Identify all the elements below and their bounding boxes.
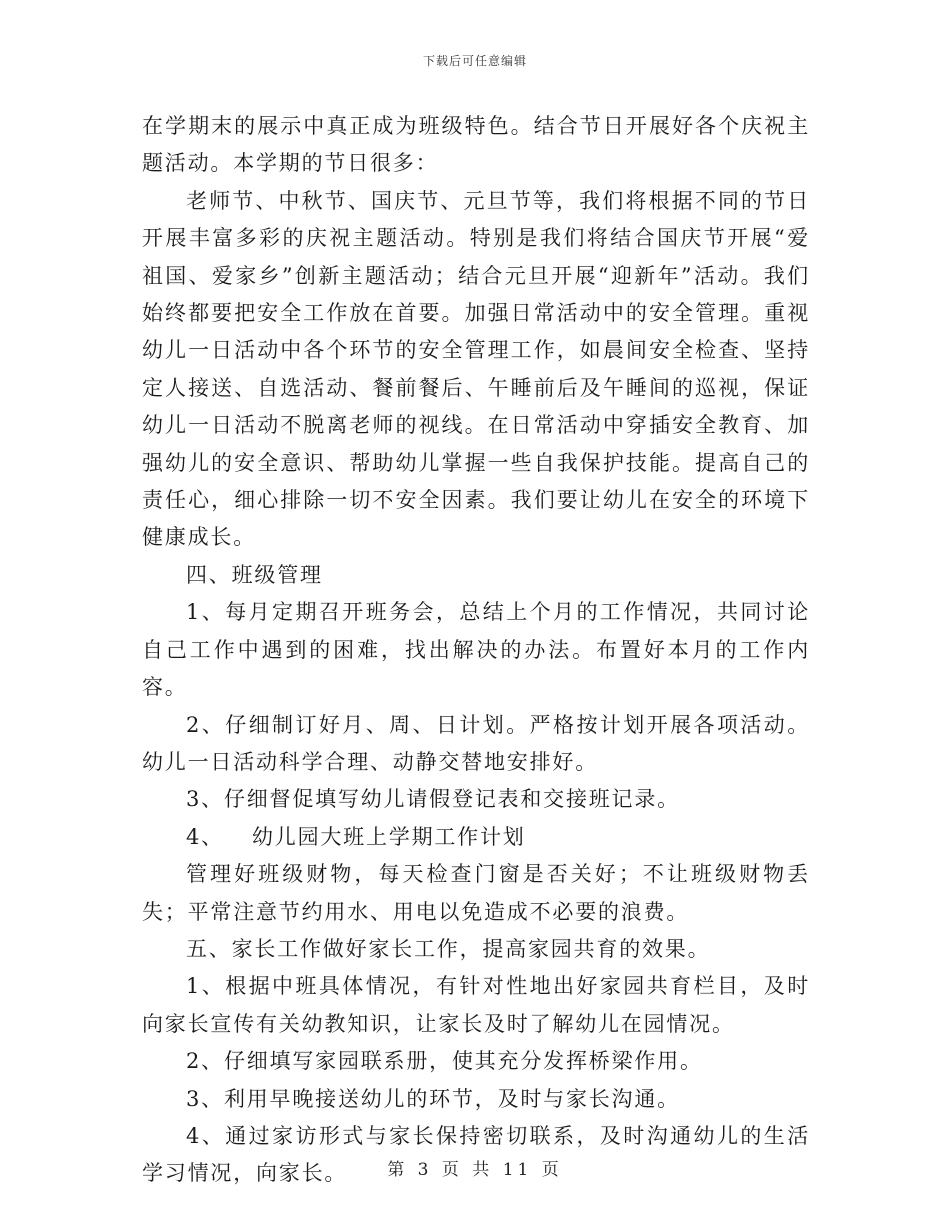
paragraph-festivals-safety: 老师节、中秋节、国庆节、元旦节等，我们将根据不同的节日开展丰富多彩的庆祝主题活动。特别是我们将结合国庆节开展“爱祖国、爱家乡”创新主题活动；结合元旦开展“迎新年”活动。我们始终都要把安全工作放在首要。加强日常活动中的安全管理。重视幼儿一日活动中各个环节的安全管理工作，如晨间安全检查、坚持定人接送、自选活动、餐前餐后、午睡前后及午睡间的巡视，保证幼儿一日活动不脱离老师的视线。在日常活动中穿插安全教育、加强幼儿的安全意识、帮助幼儿掌握一些自我保护技能。提高自己的责任心，细心排除一切不安全因素。我们要让幼儿在安全的环境下健康成长。 <box>142 188 810 550</box>
list-item-parent-column: 1、根据中班具体情况，有针对性地出好家园共育栏目，及时向家长宣传有关幼教知识，让家长及时了解幼儿在园情况。 <box>142 974 810 1036</box>
list-item-home-visits: 4、通过家访形式与家长保持密切联系，及时沟通幼儿的生活学习情况，向家长。 <box>142 1123 810 1186</box>
paragraph-festivals-intro: 在学期末的展示中真正成为班级特色。结合节日开展好各个庆祝主题活动。本学期的节日很多： <box>142 114 810 176</box>
section-heading-parent-work: 五、家长工作做好家长工作，提高家园共育的效果。 <box>186 936 711 961</box>
page-header: 下载后可任意编辑 <box>422 54 527 68</box>
document-body <box>142 108 810 1193</box>
list-item-pickup-communication: 3、利用早晚接送幼儿的环节，及时与家长沟通。 <box>186 1086 680 1111</box>
list-item-contact-book: 2、仔细填写家园联系册，使其充分发挥桥梁作用。 <box>186 1049 703 1074</box>
list-item-leave-records: 3、仔细督促填写幼儿请假登记表和交接班记录。 <box>186 787 680 812</box>
list-item-number: 4、 <box>186 824 224 849</box>
list-item-title: 幼儿园大班上学期工作计划 <box>251 824 526 849</box>
section-heading-class-management: 四、班级管理 <box>186 562 323 587</box>
list-item-plan-title <box>142 819 810 856</box>
list-item-plans: 2、仔细制订好月、周、日计划。严格按计划开展各项活动。幼儿一日活动科学合理、动静交替地安排好。 <box>142 712 810 774</box>
paragraph-property-management: 管理好班级财物，每天检查门窗是否关好；不让班级财物丢失；平常注意节约用水、用电以免造成不必要的浪费。 <box>142 862 810 924</box>
list-item-monthly-meeting: 1、每月定期召开班务会，总结上个月的工作情况，共同讨论自己工作中遇到的困难，找出解决的办法。布置好本月的工作内容。 <box>142 600 810 700</box>
page-footer: 第 3 页 共 11 页 <box>387 1160 563 1180</box>
